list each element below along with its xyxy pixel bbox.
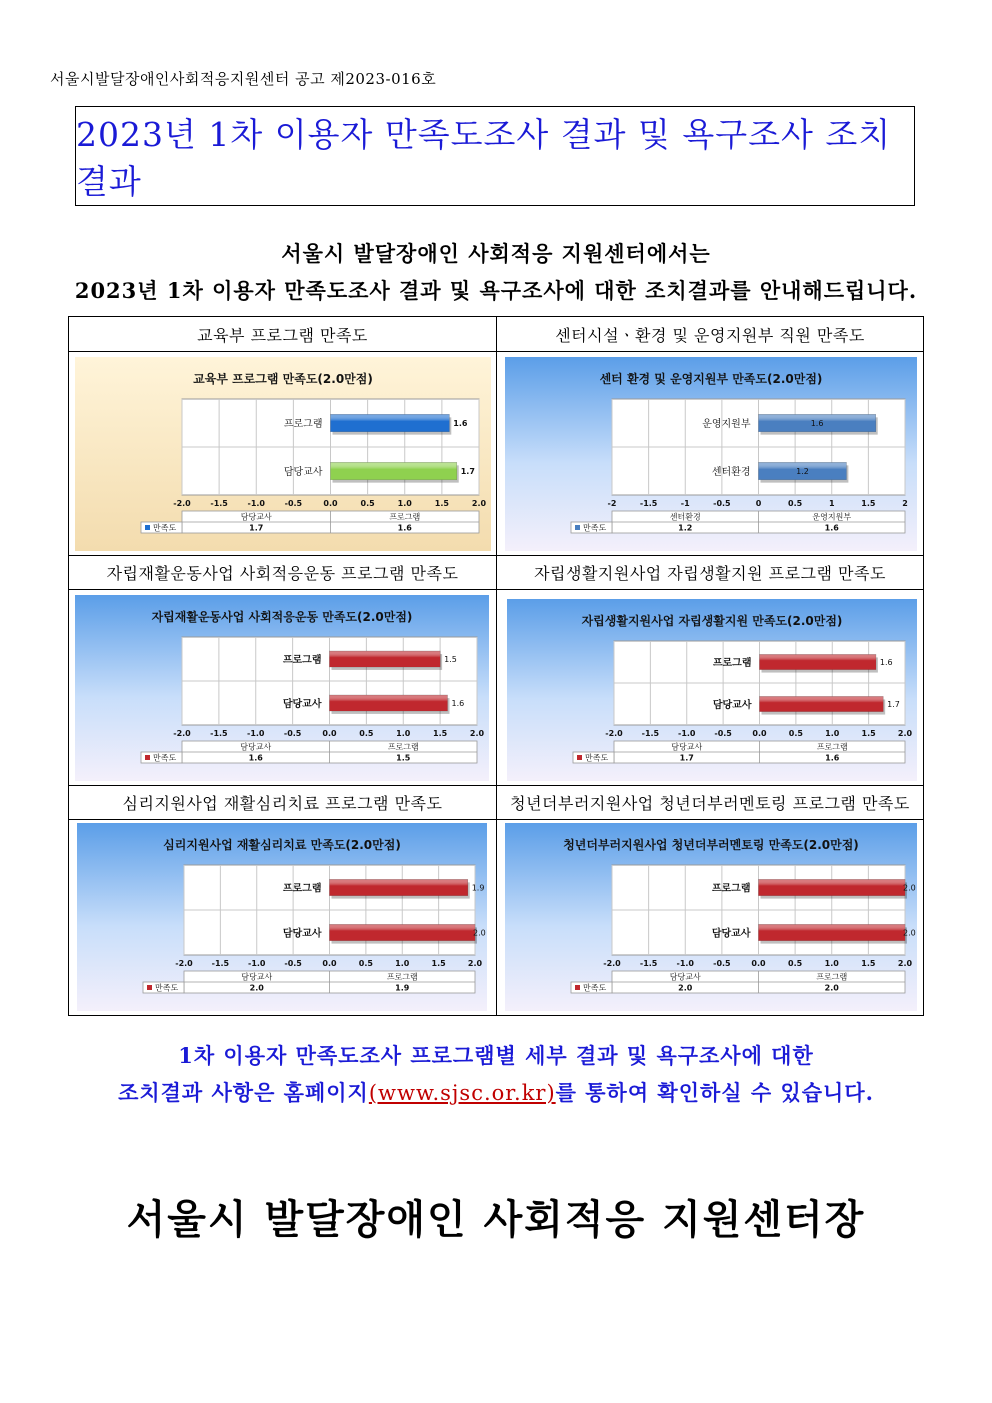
- x-tick-label: -0.5: [283, 729, 302, 738]
- category-label: 프로그램: [282, 883, 322, 895]
- table-value: 1.2: [678, 523, 693, 533]
- table-value: 1.7: [679, 753, 694, 763]
- x-tick-label: -1: [680, 499, 690, 508]
- x-tick-label: -1.0: [247, 499, 265, 508]
- x-tick-label: 0.5: [359, 729, 374, 738]
- x-tick-label: 0.5: [788, 729, 803, 738]
- category-label: 프로그램: [283, 419, 323, 430]
- x-tick-label: 2.0: [471, 499, 487, 508]
- chart-facility: [505, 357, 917, 551]
- x-tick-label: -1.5: [210, 499, 228, 508]
- x-tick-label: 1: [828, 499, 835, 508]
- data-label: 1.6: [879, 658, 893, 667]
- table-divider: [69, 819, 923, 820]
- table-header: 담당교사: [240, 742, 272, 752]
- bar-highlight: [330, 924, 476, 940]
- chart-title: 심리지원사업 재활심리치료 만족도(2.0만점): [163, 838, 401, 852]
- x-tick-label: -2.0: [605, 729, 623, 738]
- category-label: 프로그램: [711, 883, 751, 895]
- x-tick-label: 1.5: [433, 729, 448, 738]
- chart-title: 자립재활운동사업 사회적응운동 만족도(2.0만점): [151, 610, 413, 624]
- x-tick-label: -0.5: [284, 499, 303, 508]
- x-tick-label: 2.0: [897, 959, 913, 968]
- bar-highlight: [330, 651, 441, 667]
- chart-title: 센터 환경 및 운영지원부 만족도(2.0만점): [599, 372, 823, 386]
- bar-chart: [505, 357, 917, 551]
- data-label: 2.0: [903, 928, 916, 938]
- x-tick-label: 1.0: [825, 729, 840, 738]
- x-tick-label: 0.5: [360, 499, 375, 508]
- bar-highlight: [760, 654, 876, 669]
- category-label: 담당교사: [282, 928, 322, 940]
- x-tick-label: 1.5: [431, 959, 446, 968]
- table-value: 1.9: [395, 983, 410, 993]
- x-tick-label: -1.5: [639, 499, 658, 508]
- signature: 서울시 발달장애인 사회적응 지원센터장: [126, 1196, 866, 1243]
- intro-line-2: 2023년 1차 이용자 만족도조사 결과 및 욕구조사에 대한 조치결과를 안내해드립니다.: [74, 278, 918, 303]
- chart-education: [75, 357, 491, 551]
- x-tick-label: 0.0: [323, 499, 338, 508]
- legend-marker: [145, 525, 150, 530]
- legend-label: 만족도: [153, 523, 177, 533]
- x-tick-label: -1.0: [676, 959, 694, 968]
- chart-rehab-exercise: [75, 595, 489, 781]
- data-label: 1.6: [453, 419, 468, 428]
- x-tick-label: 0.5: [788, 959, 803, 968]
- legend-marker: [577, 755, 582, 760]
- table-value: 2.0: [678, 983, 693, 993]
- bar-chart: [75, 357, 491, 551]
- bar-chart: [507, 599, 917, 781]
- results-table: [68, 316, 924, 1016]
- x-tick-label: 2.0: [467, 959, 483, 968]
- chart-title: 교육부 프로그램 만족도(2.0만점): [193, 372, 373, 386]
- x-tick-label: -1.5: [210, 729, 228, 738]
- x-tick-label: -2.0: [175, 959, 193, 968]
- x-tick-label: 1.0: [395, 959, 410, 968]
- table-divider: [69, 589, 923, 590]
- table-value: 2.0: [824, 983, 839, 993]
- x-tick-label: 1.5: [861, 959, 876, 968]
- table-header: 센터환경: [669, 512, 701, 522]
- legend-marker: [575, 985, 580, 990]
- legend-label: 만족도: [153, 753, 177, 763]
- legend-label: 만족도: [155, 983, 179, 993]
- category-label: 운영지원부: [702, 419, 751, 430]
- x-tick-label: -1.0: [678, 729, 696, 738]
- table-header: 프로그램: [816, 742, 848, 752]
- x-tick-label: 1.5: [861, 729, 876, 738]
- x-tick-label: -2.0: [603, 959, 621, 968]
- bar-highlight: [331, 462, 457, 479]
- x-tick-label: 2.0: [469, 729, 485, 738]
- section-heading-independent-living: 자립생활지원사업 자립생활지원 프로그램 만족도: [534, 563, 886, 583]
- bar-chart: [75, 595, 489, 781]
- category-label: 담당교사: [711, 928, 751, 940]
- section-heading-facility: 센터시설ㆍ환경 및 운영지원부 직원 만족도: [555, 325, 865, 345]
- data-label: 1.6: [810, 419, 824, 428]
- footer-line-1: 1차 이용자 만족도조사 프로그램별 세부 결과 및 욕구조사에 대한: [178, 1043, 814, 1068]
- table-header: 프로그램: [389, 512, 421, 522]
- table-value: 1.6: [825, 753, 840, 763]
- table-header: 프로그램: [386, 972, 418, 982]
- x-tick-label: -0.5: [284, 959, 302, 968]
- data-label: 1.2: [796, 467, 809, 476]
- section-heading-youth-mentoring: 청년더부러지원사업 청년더부러멘토링 프로그램 만족도: [510, 793, 910, 813]
- footer-line-2-after: 를 통하여 확인하실 수 있습니다.: [555, 1080, 874, 1105]
- table-divider: [496, 317, 497, 1015]
- category-label: 담당교사: [283, 467, 323, 478]
- chart-title: 자립생활지원사업 자립생활지원 만족도(2.0만점): [581, 614, 843, 628]
- x-tick-label: -0.5: [714, 729, 732, 738]
- legend-marker: [145, 755, 150, 760]
- bar-highlight: [330, 695, 448, 711]
- x-tick-label: 1.0: [396, 729, 411, 738]
- x-tick-label: 1.0: [824, 959, 839, 968]
- legend-label: 만족도: [585, 753, 609, 763]
- category-label: 담당교사: [282, 699, 322, 710]
- x-tick-label: -2.0: [173, 729, 191, 738]
- homepage-link[interactable]: (www.sjsc.or.kr): [368, 1081, 556, 1105]
- table-value: 1.7: [249, 523, 264, 533]
- table-value: 1.6: [397, 523, 412, 533]
- chart-youth-mentoring: [505, 823, 917, 1011]
- x-tick-label: 0: [755, 499, 762, 508]
- x-tick-label: -2.0: [173, 499, 191, 508]
- chart-psych-therapy: [77, 823, 487, 1011]
- bar-chart: [505, 823, 917, 1011]
- data-label: 2.0: [903, 883, 916, 893]
- data-label: 1.7: [887, 700, 900, 709]
- table-value: 2.0: [249, 983, 264, 993]
- chart-independent-living: [507, 599, 917, 781]
- data-label: 1.5: [444, 655, 457, 664]
- table-header: 운영지원부: [812, 512, 852, 522]
- bar-highlight: [760, 696, 884, 711]
- section-heading-psych-therapy: 심리지원사업 재활심리치료 프로그램 만족도: [122, 793, 443, 813]
- bar-highlight: [330, 879, 468, 895]
- table-header: 담당교사: [671, 742, 703, 752]
- section-heading-rehab-exercise: 자립재활운동사업 사회적응운동 프로그램 만족도: [106, 563, 459, 583]
- table-value: 1.5: [396, 753, 411, 763]
- x-tick-label: -1.0: [247, 729, 265, 738]
- x-tick-label: 0.0: [752, 729, 767, 738]
- notice-number: 서울시발달장애인사회적응지원센터 공고 제2023-016호: [50, 70, 437, 88]
- category-label: 프로그램: [282, 655, 322, 666]
- x-tick-label: -1.5: [641, 729, 660, 738]
- category-label: 담당교사: [712, 700, 752, 711]
- footer-line-2-before: 조치결과 사항은 홈페이지: [118, 1080, 369, 1105]
- bar-highlight: [759, 924, 906, 940]
- legend-label: 만족도: [583, 983, 607, 993]
- table-divider: [69, 351, 923, 352]
- data-label: 1.6: [451, 699, 465, 708]
- bar-highlight: [759, 879, 906, 895]
- chart-title: 청년더부러지원사업 청년더부러멘토링 만족도(2.0만점): [563, 838, 859, 852]
- data-label: 1.9: [471, 883, 485, 893]
- x-tick-label: 0.5: [788, 499, 803, 508]
- x-tick-label: 1.5: [434, 499, 449, 508]
- x-tick-label: 2.0: [897, 729, 913, 738]
- section-heading-education: 교육부 프로그램 만족도: [197, 325, 368, 345]
- data-label: 1.7: [460, 467, 475, 476]
- x-tick-label: -1.0: [248, 959, 266, 968]
- x-tick-label: 0.0: [322, 729, 337, 738]
- document-title: 2023년 1차 이용자 만족도조사 결과 및 욕구조사 조치결과: [75, 106, 915, 206]
- footer-line-2: [40, 1077, 952, 1107]
- x-tick-label: 0.5: [358, 959, 373, 968]
- table-header: 담당교사: [669, 972, 701, 982]
- legend-marker: [575, 525, 580, 530]
- table-header: 프로그램: [387, 742, 419, 752]
- data-label: 2.0: [473, 928, 486, 938]
- table-header: 프로그램: [816, 972, 848, 982]
- legend-marker: [147, 985, 152, 990]
- category-label: 센터환경: [711, 467, 751, 478]
- x-tick-label: 1.5: [861, 499, 876, 508]
- bar-chart: [77, 823, 487, 1011]
- category-label: 프로그램: [712, 658, 752, 669]
- table-value: 1.6: [824, 523, 839, 533]
- x-tick-label: -2: [607, 499, 617, 508]
- table-header: 담당교사: [241, 972, 273, 982]
- x-tick-label: 0.0: [751, 959, 766, 968]
- legend-label: 만족도: [583, 523, 607, 533]
- x-tick-label: 2: [902, 499, 908, 508]
- bar-highlight: [331, 414, 450, 431]
- x-tick-label: -1.5: [211, 959, 230, 968]
- table-header: 담당교사: [240, 512, 272, 522]
- x-tick-label: -1.5: [639, 959, 658, 968]
- x-tick-label: -0.5: [713, 959, 731, 968]
- table-value: 1.6: [248, 753, 263, 763]
- x-tick-label: -0.5: [713, 499, 731, 508]
- x-tick-label: 1.0: [397, 499, 412, 508]
- intro-line-1: 서울시 발달장애인 사회적응 지원센터에서는: [281, 241, 711, 266]
- x-tick-label: 0.0: [322, 959, 337, 968]
